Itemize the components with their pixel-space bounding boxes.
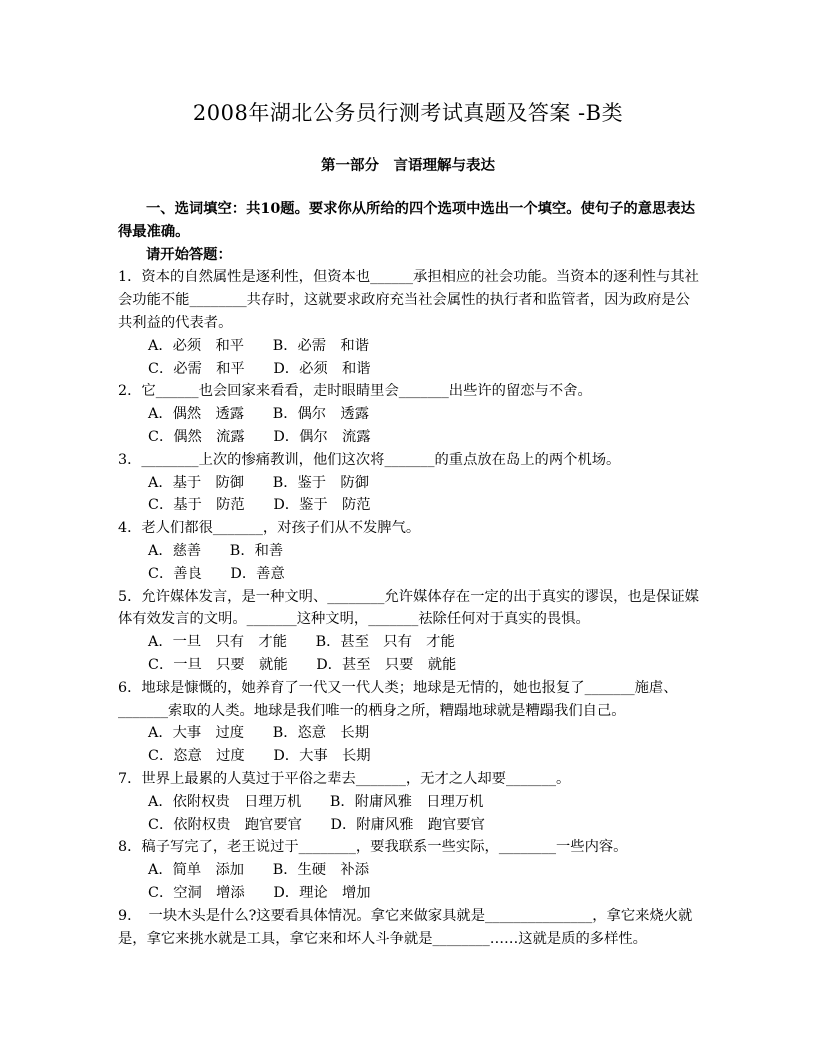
question-options: A．一旦 只有 才能 B．甚至 只有 才能 xyxy=(148,634,455,651)
document-body xyxy=(118,198,703,950)
question-7 xyxy=(118,768,703,836)
question-options: A．基于 防御 B．鉴于 防御 xyxy=(148,474,369,491)
question-5 xyxy=(118,586,703,677)
question-text: 9． 一块木头是什么?这要看具体情况。拿它来做家具就是_______________，拿它来烧火就是，拿它来挑水就是工具，拿它来和坏人斗争就是________……这就是质的多样性。 xyxy=(118,907,693,947)
question-text: 8．稿子写完了，老王说过于________，要我联系一些实际，________一些内容。 xyxy=(118,839,628,856)
part-heading: 第一部分 言语理解与表达 xyxy=(321,157,495,174)
question-text: 3．________上次的惨痛教训，他们这次将_______的重点放在岛上的两个机场。 xyxy=(118,451,621,468)
question-options: A．慈善 B．和善 xyxy=(148,542,284,559)
question-options: A．偶然 透露 B．偶尔 透露 xyxy=(148,406,369,423)
question-1 xyxy=(118,266,703,380)
question-options: C．基于 防范 D．鉴于 防范 xyxy=(148,497,371,514)
question-options: C．偶然 流露 D．偶尔 流露 xyxy=(148,428,371,445)
question-4 xyxy=(118,517,703,585)
question-text: 6．地球是慷慨的，她养育了一代又一代人类；地球是无情的，她也报复了_______施虐、_______索取的人类。地球是我们唯一的栖身之所，糟蹋地球就是糟蹋我们自己。 xyxy=(118,679,678,719)
question-9 xyxy=(118,905,703,951)
question-options: A．大事 过度 B．恣意 长期 xyxy=(148,725,369,742)
question-8 xyxy=(118,836,703,904)
question-6 xyxy=(118,677,703,768)
document-title: 2008年湖北公务员行测考试真题及答案 -B类 xyxy=(192,101,624,125)
question-text: 7．世界上最累的人莫过于平俗之辈去_______，无才之人却要_______。 xyxy=(118,770,571,787)
question-options: C．必需 和平 D．必须 和谐 xyxy=(148,360,371,377)
question-options: A．必须 和平 B．必需 和谐 xyxy=(148,337,369,354)
question-3 xyxy=(118,449,703,517)
question-options: A．简单 添加 B．生硬 补添 xyxy=(148,862,369,879)
section-instruction: 一、选词填空：共10题。要求你从所给的四个选项中选出一个填空。使句子的意思表达得最准确。 xyxy=(118,201,695,240)
question-text: 1．资本的自然属性是逐利性，但资本也______承担相应的社会功能。当资本的逐利性与其社会功能不能________共存时，这就要求政府充当社会属性的执行者和监管者，因为政府是公共利益的代表者。 xyxy=(118,269,699,331)
question-options: C．恣意 过度 D．大事 长期 xyxy=(148,748,371,765)
question-options: C．善良 D．善意 xyxy=(148,565,285,582)
question-text: 2．它______也会回家来看看，走时眼睛里会_______出些许的留恋与不舍。 xyxy=(118,383,592,400)
question-options: C．空洞 增添 D．理论 增加 xyxy=(148,884,371,901)
question-options: A．依附权贵 日理万机 B．附庸风雅 日理万机 xyxy=(148,793,484,810)
question-2 xyxy=(118,380,703,448)
start-prompt: 请开始答题： xyxy=(146,246,232,263)
question-text: 5．允许媒体发言，是一种文明、________允许媒体存在一定的出于真实的谬误，也是保证媒体有效发言的文明。_______这种文明，_______祛除任何对于真实的畏惧。 xyxy=(118,588,699,628)
question-text: 4．老人们都很_______，对孩子们从不发脾气。 xyxy=(118,520,421,537)
question-options: C．一旦 只要 就能 D．甚至 只要 就能 xyxy=(148,656,457,673)
question-options: C．依附权贵 跑官要官 D．附庸风雅 跑官要官 xyxy=(148,816,485,833)
